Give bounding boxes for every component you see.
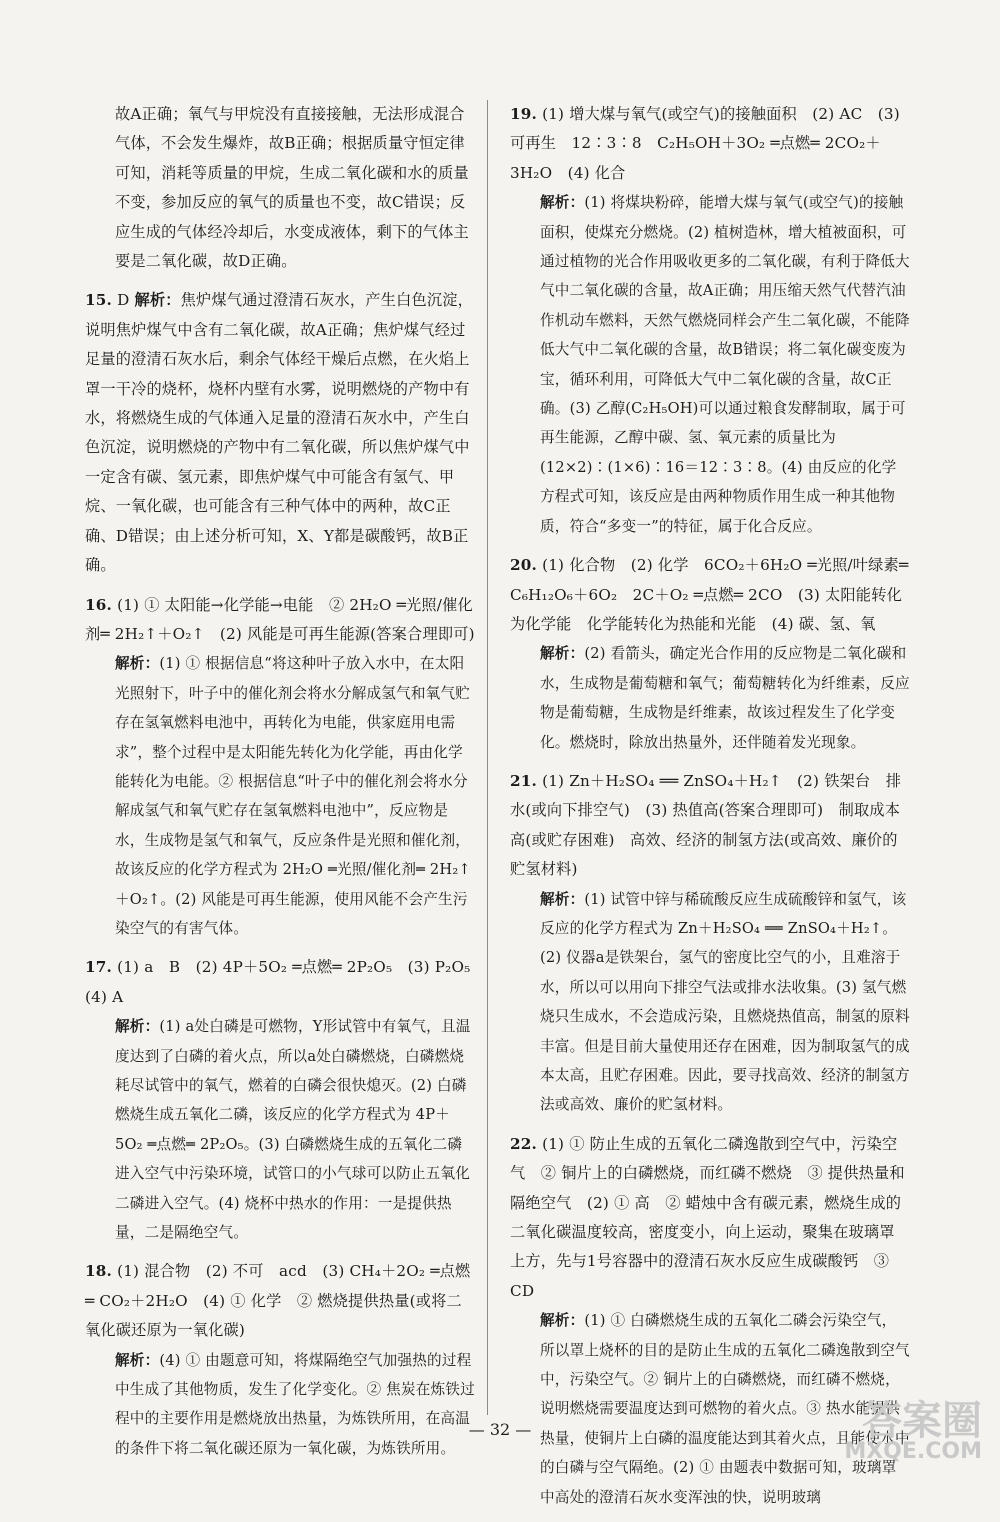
q16-explanation: (1) ① 根据信息“将这种叶子放入水中，在太阳光照射下，叶子中的催化剂会将水分解成氢气和氧气贮存在氢氧燃料电池中，再转化为电能，供家庭用电需求”，整个过程中是太阳能先转化为化学能，再由化学能转化为电能。② 根据信息“叶子中的催化剂会将水分解成氢气和氧气贮存在氢氧燃料电池中”，反应物是水，生成物是氢气和氧气，反应条件是光照和催化剂，故该反应的化学方程式为 2H₂O ═光照/催化剂═ 2H₂↑＋O₂↑。(2) 风能是可再生能源，使用风能不会产生污染空气的有害气体。 <box>115 655 471 937</box>
q22-explanation-label: 解析： <box>540 1312 585 1330</box>
q17-explanation-block <box>115 1012 475 1247</box>
q14-text: 故A正确；氧气与甲烷没有直接接触，无法形成混合气体，不会发生爆炸，故B正确；根据质量守恒定律可知，消耗等质量的甲烷，生成二氧化碳和水的质量不变，参加反应的氧气的质量也不变，故C错误；反应生成的气体经冷却后，水变成液体，剩下的气体主要是二氧化碳，故D正确。 <box>115 105 469 271</box>
q19-number: 19. <box>510 105 538 123</box>
question-19 <box>510 100 910 541</box>
q21-explanation-block <box>540 885 910 1120</box>
question-16 <box>85 591 475 944</box>
q14-continuation <box>115 100 475 276</box>
q21-explanation-label: 解析： <box>540 890 585 908</box>
q19-answer: (1) 增大煤与氧气(或空气)的接触面积 (2) AC (3) 可再生 12∶3∶8 C₂H₅OH＋3O₂ ═点燃═ 2CO₂＋3H₂O (4) 化合 <box>510 105 900 182</box>
q18-answer: (1) 混合物 (2) 不可 acd (3) CH₄＋2O₂ ═点燃═ CO₂＋2H₂O (4) ① 化学 ② 燃烧提供热量(或将二氧化碳还原为一氧化碳) <box>85 1262 471 1340</box>
q22-answer: (1) ① 防止生成的五氧化二磷逸散到空气中，污染空气 ② 铜片上的白磷燃烧，而红磷不燃烧 ③ 提供热量和隔绝空气 (2) ① 高 ② 蜡烛中含有碳元素，燃烧生成的二氧化碳温度较高，密度变小，向上运动，聚集在玻璃罩上方，先与1号容器中的澄清石灰水反应生成碳酸钙 ③ CD <box>510 1134 905 1300</box>
q19-explanation: (1) 将煤块粉碎，能增大煤与氧气(或空气)的接触面积，使煤充分燃烧。(2) 植树造林，增大植被面积，可通过植物的光合作用吸收更多的二氧化碳，有利于降低大气中二氧化碳的含量，故A正确；用压缩天然气代替汽油作机动车燃料，天然气燃烧同样会产生二氧化碳，不能降低大气中二氧化碳的含量，故B错误；将二氧化碳变废为宝，循环利用，可降低大气中二氧化碳的含量，故C正确。(3) 乙醇(C₂H₅OH)可以通过粮食发酵制取，属于可再生能源，乙醇中碳、氢、氧元素的质量比为(12×2)∶(1×6)∶16＝12∶3∶8。(4) 由反应的化学方程式可知，该反应是由两种物质作用生成一种其他物质，符合“多变一”的特征，属于化合反应。 <box>540 194 910 535</box>
q16-explanation-block <box>115 649 475 943</box>
q18-explanation: (4) ① 由题意可知，将煤隔绝空气加强热的过程中生成了其他物质，发生了化学变化。② 焦炭在炼铁过程中的主要作用是燃烧放出热量，为炼铁所用，在高温的条件下将二氧化碳还原为一氧化碳，为炼铁所用。 <box>115 1351 475 1457</box>
question-17 <box>85 953 486 1247</box>
q16-explanation-label: 解析： <box>115 655 160 673</box>
q20-answer: (1) 化合物 (2) 化学 6CO₂＋6H₂O ═光照/叶绿素═ C₆H₁₂O₆＋6O₂ 2C＋O₂ ═点燃═ 2CO (3) 太阳能转化为化学能 化学能转化为热能和光能 (4) 碳、氢、氧 <box>510 556 909 633</box>
q20-explanation: (2) 看箭头，确定光合作用的反应物是二氧化碳和水，生成物是葡萄糖和氧气；葡萄糖转化为纤维素，反应物是葡萄糖，生成物是纤维素，故该过程发生了化学变化。燃烧时，除放出热量外，还伴随着发光现象。 <box>540 645 910 751</box>
question-20 <box>510 551 910 757</box>
q19-explanation-block <box>540 188 910 541</box>
q16-number: 16. <box>85 595 113 614</box>
q21-explanation: (1) 试管中锌与稀硫酸反应生成硫酸锌和氢气，该反应的化学方程式为 Zn＋H₂SO₄ ══ ZnSO₄＋H₂↑。(2) 仪器a是铁架台，氢气的密度比空气的小，且难溶于水，所以可以用向下排空气法或排水法收集。(3) 氢气燃烧只生成水，不会造成污染，且燃烧热值高，制氢的原料丰富。但是目前大量使用还存在困难，因为制取氢气的成本太高，且贮存困难。因此，要寻找高效、经济的制氢方法或高效、廉价的贮氢材料。 <box>540 890 910 1114</box>
q20-explanation-label: 解析： <box>540 645 585 663</box>
q16-answer: (1) ① 太阳能→化学能→电能 ② 2H₂O ═光照/催化剂═ 2H₂↑＋O₂↑ (2) 风能是可再生能源(答案合理即可) <box>85 595 475 643</box>
question-21 <box>510 767 910 1120</box>
column-divider <box>487 100 488 1415</box>
page-number: — 32 — <box>468 1420 532 1439</box>
q21-number: 21. <box>510 771 538 790</box>
q21-answer: (1) Zn＋H₂SO₄ ══ ZnSO₄＋H₂↑ (2) 铁架台 排水(或向下排空气) (3) 热值高(答案合理即可) 制取成本高(或贮存困难) 高效、经济的制氢方法(或高效、廉价的贮氢材料) <box>510 771 902 879</box>
q22-explanation: (1) ① 白磷燃烧生成的五氧化二磷会污染空气，所以罩上烧杯的目的是防止生成的五氧化二磷逸散到空气中，污染空气。② 铜片上的白磷燃烧，而红磷不燃烧，说明燃烧需要温度达到可燃物的着火点。③ 热水能提供热量，使铜片上白磷的温度能达到其着火点，且能使水中的白磷与空气隔绝。(2) ① 由题表中数据可知，玻璃罩中高处的澄清石灰水变浑浊的快，说明玻璃 <box>540 1312 910 1506</box>
q15-explanation: 焦炉煤气通过澄清石灰水，产生白色沉淀，说明焦炉煤气中含有二氧化碳，故A正确；焦炉煤气经过足量的澄清石灰水后，剩余气体经干燥后点燃，在火焰上罩一干冷的烧杯，烧杯内壁有水雾，说明燃烧的产物中有水，将燃烧生成的气体通入足量的澄清石灰水中，产生白色沉淀，说明燃烧的产物中有二氧化碳，所以焦炉煤气中一定含有碳、氢元素，即焦炉煤气中可能含有氢气、甲烷、一氧化碳，也可能含有三种气体中的两种，故C正确、D错误；由上述分析可知，X、Y都是碳酸钙，故B正确。 <box>85 291 474 575</box>
q15-number: 15. <box>85 291 113 310</box>
q17-explanation: (1) a处白磷是可燃物，Y形试管中有氧气，且温度达到了白磷的着火点，所以a处白磷燃烧，白磷燃烧耗尽试管中的氧气，燃着的白磷会很快熄灭。(2) 白磷燃烧生成五氧化二磷，该反应的化学方程式为 4P＋5O₂ ═点燃═ 2P₂O₅。(3) 白磷燃烧生成的五氧化二磷进入空气中污染环境，试管口的小气球可以防止五氧化二磷进入空气。(4) 烧杯中热水的作用：一是提供热量，二是隔绝空气。 <box>115 1018 471 1242</box>
q18-explanation-label: 解析： <box>115 1351 160 1369</box>
q19-explanation-label: 解析： <box>540 194 585 212</box>
right-column <box>510 100 910 1522</box>
q18-number: 18. <box>85 1262 113 1281</box>
watermark-main: 答案圈 <box>862 1398 982 1444</box>
q17-answer: (1) a B (2) 4P＋5O₂ ═点燃═ 2P₂O₅ (3) P₂O₅ (4) A <box>85 958 486 1006</box>
q15-answer: D <box>117 291 130 310</box>
q20-number: 20. <box>510 556 538 575</box>
question-15 <box>85 286 475 580</box>
site-watermark <box>844 1398 982 1464</box>
q17-number: 17. <box>85 958 113 977</box>
q20-explanation-block <box>540 639 910 757</box>
left-column <box>85 100 486 1473</box>
watermark-sub: MXQE.COM <box>844 1439 982 1464</box>
q18-explanation-block <box>115 1346 475 1464</box>
q15-explanation-label: 解析： <box>134 291 181 310</box>
q17-explanation-label: 解析： <box>115 1018 160 1036</box>
q22-number: 22. <box>510 1134 538 1153</box>
